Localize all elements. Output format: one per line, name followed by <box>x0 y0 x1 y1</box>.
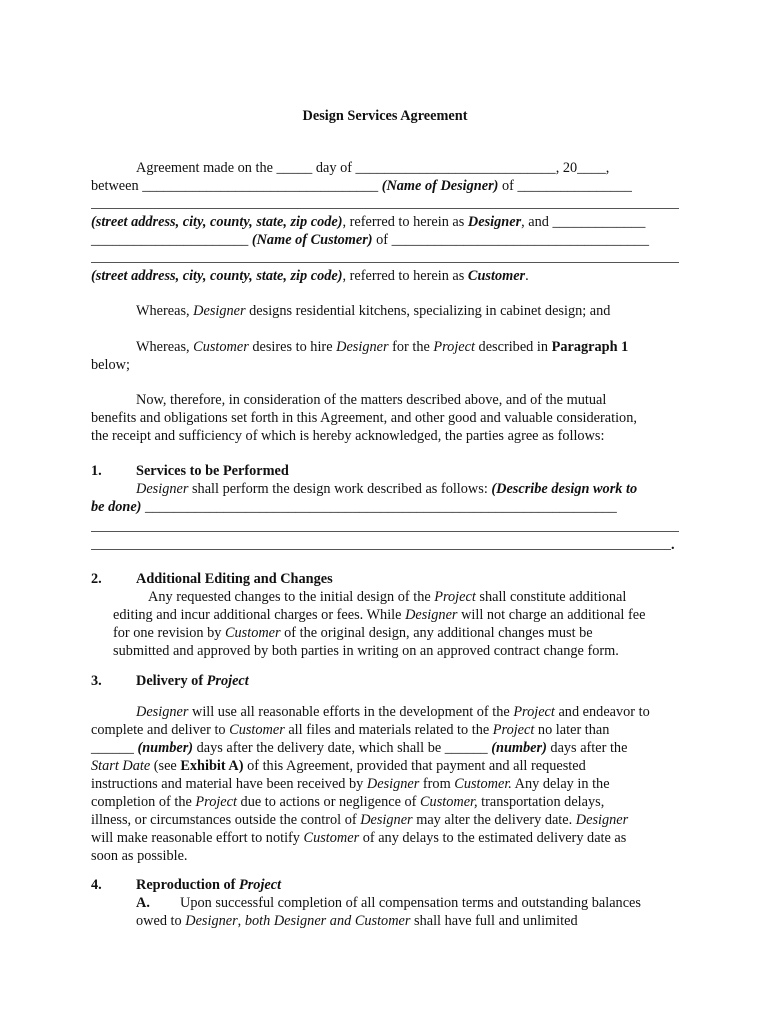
customer-name-label: (Name of Customer) <box>251 232 373 248</box>
text: shall have full and unlimited <box>410 913 578 929</box>
text: editing and incur additional charges or fees. While <box>113 607 406 623</box>
now-therefore-line-3: the receipt and sufficiency of which is hereby acknowledged, the parties agree as follows: <box>91 428 605 444</box>
designer-term: Designer <box>136 704 189 720</box>
text: transportation delays, <box>477 794 605 810</box>
project-term: Project <box>195 794 237 810</box>
section-3-line-5 <box>91 775 610 793</box>
text: for the <box>388 339 434 355</box>
section-4-heading <box>136 876 281 894</box>
project-term: Project <box>433 339 475 355</box>
customer-term: Customer, <box>420 794 478 810</box>
section-2-line-2 <box>113 606 645 624</box>
text: days after the delivery date, which shall be ______ <box>193 740 492 756</box>
text: days after the <box>546 740 628 756</box>
text: will make reasonable effort to notify <box>91 830 304 846</box>
intro-text: , referred to herein as <box>342 214 468 230</box>
section-2-heading: Additional Editing and Changes <box>136 571 333 587</box>
section-1-line-2 <box>91 498 617 516</box>
text: Whereas, <box>136 339 194 355</box>
designer-term: Designer <box>360 812 413 828</box>
subsection-a-label: A. <box>136 895 150 911</box>
customer-term: Customer <box>303 830 360 846</box>
text: desires to hire <box>248 339 337 355</box>
text: from <box>419 776 455 792</box>
describe-work-label: (Describe design work to <box>491 481 638 497</box>
text: may alter the delivery date. <box>412 812 576 828</box>
document-title: Design Services Agreement <box>302 108 468 124</box>
whereas-paragraph-1 <box>136 302 610 320</box>
describe-work-label: be done) <box>91 499 142 515</box>
designer-term: Designer <box>136 481 189 497</box>
number-label: (number) <box>137 740 194 756</box>
parties-term: both Designer and Customer <box>244 913 411 929</box>
text: ______ <box>91 740 138 756</box>
section-3-line-8 <box>91 829 626 847</box>
section-3-line-6 <box>91 793 604 811</box>
text: illness, or circumstances outside the control of <box>91 812 361 828</box>
text: , <box>237 913 245 929</box>
customer-term: Customer. <box>454 776 512 792</box>
intro-line-3 <box>91 213 645 231</box>
text: of any delays to the estimated delivery date as <box>359 830 627 846</box>
section-3-line-9: soon as possible. <box>91 848 188 864</box>
blank-line <box>91 531 679 532</box>
now-therefore-line-1: Now, therefore, in consideration of the matters described above, and of the mutual <box>136 392 607 408</box>
text: due to actions or negligence of <box>236 794 421 810</box>
section-1-heading: Services to be Performed <box>136 463 289 479</box>
section-1-number: 1. <box>91 463 102 479</box>
text: owed to <box>136 913 186 929</box>
text: no later than <box>534 722 610 738</box>
intro-line-1 <box>136 159 609 177</box>
section-4-line-1: Upon successful completion of all compensation terms and outstanding balances <box>180 895 641 911</box>
project-term: Project <box>492 722 535 738</box>
text: of this Agreement, provided that payment and all requested <box>243 758 586 774</box>
section-1-line-1 <box>136 480 637 498</box>
text: shall perform the design work described as follows: <box>188 481 492 497</box>
number-label: (number) <box>491 740 547 756</box>
customer-term: Customer <box>224 625 281 641</box>
intro-text: between _________________________________ <box>91 178 379 194</box>
project-term: Project <box>239 877 282 893</box>
customer-term: Customer <box>193 339 249 355</box>
section-2-line-3 <box>113 624 593 642</box>
intro-text: of ________________ <box>498 178 632 194</box>
designer-term: Designer <box>467 214 522 230</box>
designer-term: Designer <box>185 913 238 929</box>
intro-line-4 <box>91 231 649 249</box>
text: designs residential kitchens, specializing in cabinet design; and <box>245 303 611 319</box>
paragraph-reference: Paragraph 1 <box>551 339 629 355</box>
section-3-line-4 <box>91 757 586 775</box>
address-label: (street address, city, county, state, zip code) <box>91 214 343 230</box>
text: complete and deliver to <box>91 722 230 738</box>
section-4-number: 4. <box>91 877 102 893</box>
text: (see <box>150 758 181 774</box>
text: instructions and material have been received by <box>91 776 367 792</box>
now-therefore-line-2: benefits and obligations set forth in this Agreement, and other good and valuable consideration, <box>91 410 637 426</box>
intro-text: , referred to herein as <box>342 268 468 284</box>
intro-text: of ____________________________________ <box>372 232 649 248</box>
intro-text: ______________________ <box>91 232 249 248</box>
section-3-number: 3. <box>91 673 102 689</box>
text: Reproduction of <box>136 877 239 893</box>
text: __________________________________________________________________ <box>141 499 617 515</box>
text: Any requested changes to the initial design of the <box>148 589 435 605</box>
intro-text: Agreement made on the _____ day of ____________________________, 20____, <box>136 160 610 176</box>
customer-term: Customer <box>229 722 285 738</box>
designer-term: Designer <box>366 776 420 792</box>
text: and endeavor to <box>554 704 650 720</box>
text: shall constitute additional <box>475 589 627 605</box>
section-3-heading <box>136 672 249 690</box>
customer-term: Customer <box>467 268 526 284</box>
designer-term: Designer <box>575 812 629 828</box>
section-3-line-3 <box>91 739 627 757</box>
section-3-line-2 <box>91 721 609 739</box>
section-3-line-1 <box>136 703 650 721</box>
blank-line <box>91 549 671 550</box>
text: of the original design, any additional changes must be <box>280 625 593 641</box>
section-3-line-7 <box>91 811 628 829</box>
blank-line <box>91 262 679 263</box>
designer-name-label: (Name of Designer) <box>381 178 499 194</box>
whereas-paragraph-2 <box>136 338 628 356</box>
text: described in <box>474 339 552 355</box>
intro-text: , and _____________ <box>521 214 646 230</box>
project-term: Project <box>434 589 476 605</box>
designer-term: Designer <box>193 303 246 319</box>
whereas-paragraph-2-cont: below; <box>91 357 130 373</box>
section-4-line-2 <box>136 912 578 930</box>
start-date-term: Start Date <box>91 758 151 774</box>
blank-line <box>91 208 679 209</box>
address-label: (street address, city, county, state, zip code) <box>91 268 343 284</box>
text: Whereas, <box>136 303 194 319</box>
text: all files and materials related to the <box>284 722 493 738</box>
project-term: Project <box>206 673 249 689</box>
section-2-line-4: submitted and approved by both parties in writing on an approved contract change form. <box>113 643 619 659</box>
intro-line-5 <box>91 267 529 285</box>
text: for one revision by <box>113 625 225 641</box>
exhibit-reference: Exhibit A) <box>180 758 244 774</box>
designer-term: Designer <box>405 607 458 623</box>
text: will use all reasonable efforts in the development of the <box>188 704 514 720</box>
intro-text: . <box>525 268 529 284</box>
text: will not charge an additional fee <box>457 607 646 623</box>
text: completion of the <box>91 794 196 810</box>
section-1-end-period: . <box>671 537 675 553</box>
text: Delivery of <box>136 673 207 689</box>
project-term: Project <box>513 704 555 720</box>
section-2-line-1 <box>148 588 626 606</box>
text: Any delay in the <box>511 776 610 792</box>
designer-term: Designer <box>336 339 389 355</box>
intro-line-2 <box>91 177 632 195</box>
section-2-number: 2. <box>91 571 102 587</box>
